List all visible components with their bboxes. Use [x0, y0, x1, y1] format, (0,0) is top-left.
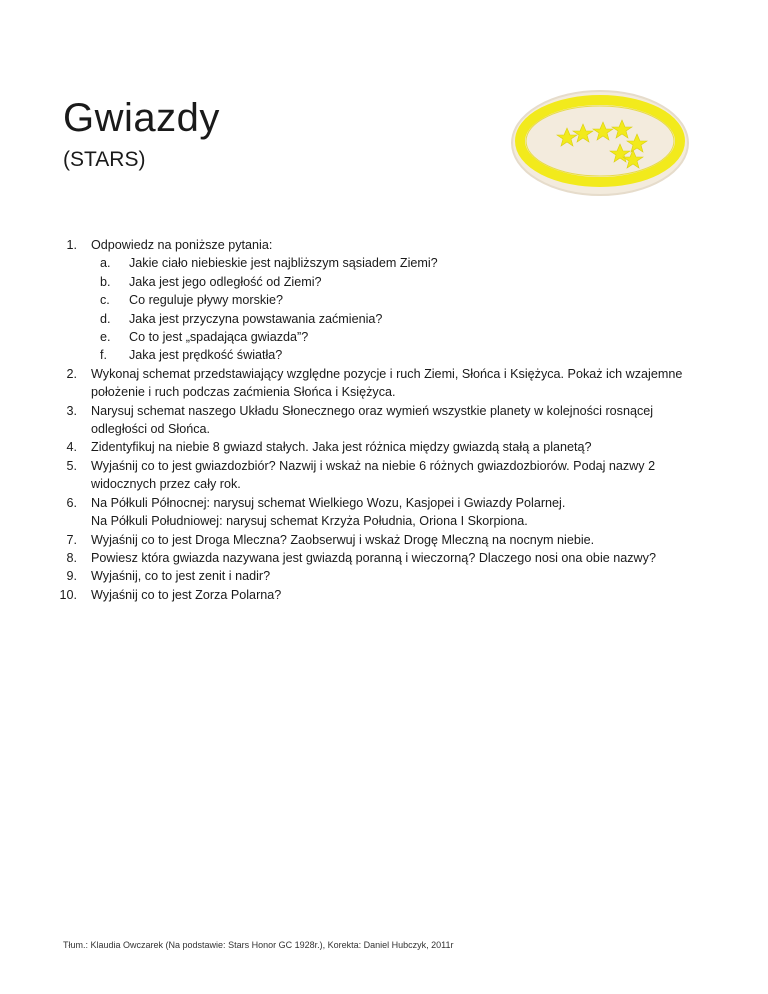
requirements-list: [59, 236, 703, 604]
item-number: 9.: [66, 569, 77, 584]
sub-letter: b.: [100, 274, 111, 289]
sub-letter: d.: [100, 311, 111, 326]
sub-letter: e.: [100, 330, 111, 345]
sub-text: Jakie ciało niebieskie jest najbliższym sąsiadem Ziemi?: [129, 256, 438, 271]
sub-letter: c.: [100, 293, 110, 308]
item-number: 10.: [59, 587, 77, 602]
sublist-item: [91, 291, 703, 309]
item-number: 5.: [66, 458, 77, 473]
question-sublist: [91, 254, 703, 364]
sub-text: Co to jest „spadająca gwiazda”?: [129, 330, 309, 345]
item-number: 4.: [66, 440, 77, 455]
item-text: Wyjaśnij co to jest Droga Mleczna? Zaobserwuj i wskaż Drogę Mleczną na nocnym niebie.: [91, 532, 595, 547]
item-number: 8.: [66, 550, 77, 565]
item-text: Wyjaśnij co to jest Zorza Polarna?: [91, 587, 282, 602]
sub-text: Jaka jest przyczyna powstawania zaćmienia?: [129, 311, 383, 326]
list-item: [63, 457, 703, 494]
item-number: 3.: [66, 403, 77, 418]
item-text-continued: Na Półkuli Południowej: narysuj schemat Krzyża Południa, Oriona I Skorpiona.: [91, 514, 528, 529]
sublist-item: [91, 328, 703, 346]
sub-text: Jaka jest jego odległość od Ziemi?: [129, 274, 322, 289]
item-text: Wykonaj schemat przedstawiający względne pozycje i ruch Ziemi, Słońca i Księżyca. Pokaż ich wzajemne położenie i ruch podczas zaćmienia Słońca i Księżyca.: [91, 366, 683, 400]
item-text: Zidentyfikuj na niebie 8 gwiazd stałych. Jaka jest różnica między gwiazdą stałą a planetą?: [91, 440, 592, 455]
item-text: Narysuj schemat naszego Układu Słonecznego oraz wymień wszystkie planety w kolejności rosnącej odległości od Słońca.: [91, 403, 654, 437]
item-number: 7.: [66, 532, 77, 547]
item-text: Powiesz która gwiazda nazywana jest gwiazdą poranną i wieczorną? Dlaczego nosi ona obie nazwy?: [91, 550, 656, 565]
item-number: 1.: [66, 238, 77, 252]
item-text: Wyjaśnij co to jest gwiazdozbiór? Nazwij i wskaż na niebie 6 różnych gwiazdozbiorów. Podaj nazwy 2 widocznych przez cały rok.: [91, 458, 656, 492]
list-item: [63, 567, 703, 585]
page-title: Gwiazdy: [63, 96, 220, 140]
list-item: [63, 531, 703, 549]
sublist-item: [91, 273, 703, 291]
list-item: [63, 549, 703, 567]
list-item: [63, 438, 703, 456]
sub-text: Co reguluje pływy morskie?: [129, 293, 283, 308]
item-text: Na Półkuli Północnej: narysuj schemat Wielkiego Wozu, Kasjopei i Gwiazdy Polarnej.: [91, 495, 566, 510]
item-number: 6.: [66, 495, 77, 510]
list-item: [63, 494, 703, 531]
item-text: Wyjaśnij, co to jest zenit i nadir?: [91, 569, 271, 584]
item-text: Odpowiedz na poniższe pytania:: [91, 238, 273, 252]
sublist-item: [91, 310, 703, 328]
list-item: [63, 365, 703, 402]
sub-text: Jaka jest prędkość światła?: [129, 348, 283, 363]
item-number: 2.: [66, 366, 77, 381]
stars-honor-badge-icon: [509, 88, 691, 198]
list-item: [63, 402, 703, 439]
sublist-item: [91, 346, 703, 364]
footer-credit: Tłum.: Klaudia Owczarek (Na podstawie: Stars Honor GC 1928r.), Korekta: Daniel Hubczyk, 2011r: [63, 940, 454, 950]
sub-letter: f.: [100, 348, 107, 363]
page-subtitle: (STARS): [63, 148, 146, 171]
sub-letter: a.: [100, 256, 111, 271]
list-item: [63, 236, 703, 365]
sublist-item: [91, 254, 703, 272]
list-item: [59, 586, 703, 604]
